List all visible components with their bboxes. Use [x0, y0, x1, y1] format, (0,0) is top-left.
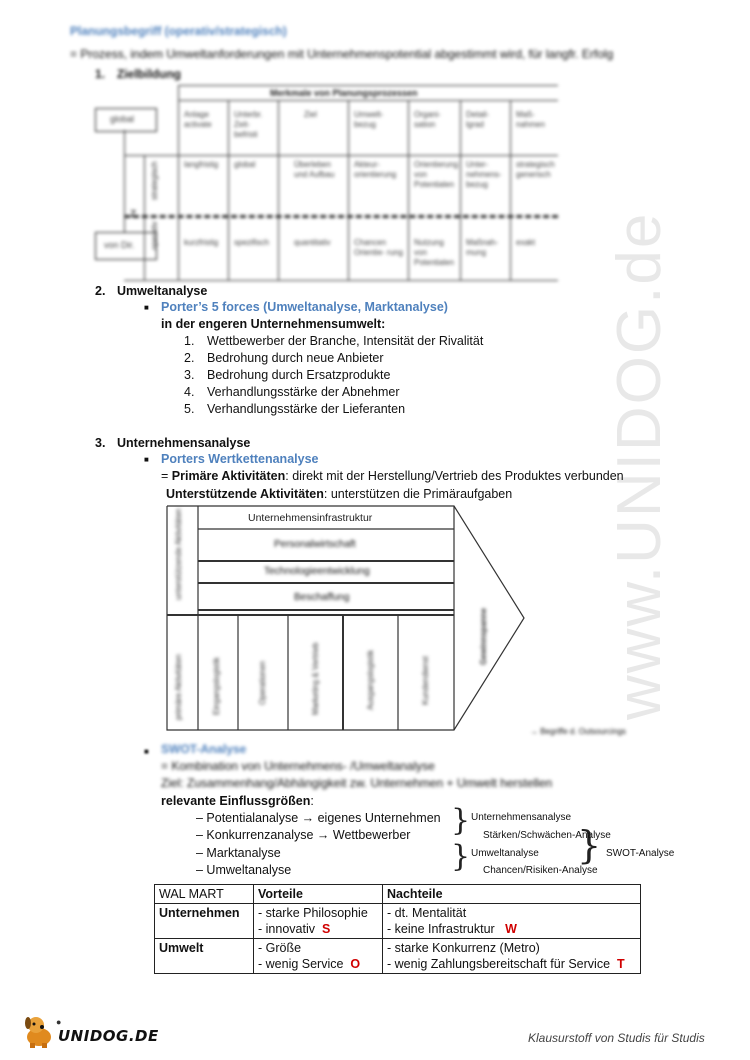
watermark-text: www.UNIDOG.de: [605, 211, 674, 720]
cell-line: - dt. Mentalität: [387, 906, 467, 920]
diagram-row1-cell: Unter- nehmens- bezug: [466, 160, 502, 189]
diagram-row2-cell: spezifisch: [234, 238, 270, 247]
diagram-von-unten: von Dir.: [104, 240, 135, 250]
diagram-row1-cell: Akteur- orientierung: [354, 160, 397, 179]
diagram-row2-cell: Chancen Orientie- rung: [354, 238, 403, 257]
brace-icon: }: [451, 839, 471, 874]
diagram-col: Maß- nahmen: [516, 110, 545, 129]
influence-item: – Konkurrenzanalyse → Wettbewerber: [196, 828, 411, 842]
label-staerken-schwaechen: Stärken/Schwächen-Analyse: [483, 830, 611, 841]
diagram-col: Ziel: [304, 110, 317, 119]
influences-colon: :: [310, 794, 314, 808]
walmart-table: [154, 884, 641, 974]
diagram-side-strategisch: strategisch: [150, 161, 159, 200]
cell-line: - starke Philosophie: [258, 906, 368, 920]
procurement-label: Beschaffung: [294, 592, 350, 603]
diagram-row1-cell: global: [234, 160, 256, 169]
swot-line2: Ziel: Zusammenhang/Abhängigkeit zw. Unternehmen + Umwelt herstellen: [161, 776, 553, 790]
table-cell: [383, 939, 641, 974]
swot-mark-o: O: [350, 957, 361, 971]
table-cell: [254, 904, 383, 939]
footer-slogan: Klausurstoff von Studis für Studis: [528, 1031, 705, 1045]
cell-line: - Größe: [258, 941, 302, 955]
section3-title: Unternehmensanalyse: [117, 436, 251, 450]
blurred-section1-title: Zielbildung: [117, 67, 181, 81]
brace-icon: }: [451, 803, 471, 838]
blurred-heading: Planungsbegriff (operativ/strategisch): [70, 24, 287, 38]
row-label: Umwelt: [155, 939, 254, 974]
diagram-side-operativ: operativ: [150, 221, 159, 250]
table-cell: [383, 904, 641, 939]
section2-number: 2.: [95, 284, 106, 298]
diagram-col: Umwelt- bezug: [354, 110, 384, 129]
cell-line: - innovativ: [258, 922, 315, 936]
table-cell: [254, 939, 383, 974]
support-activities-label: Unterstützende Aktivitäten: [166, 487, 324, 501]
diagram-row1-cell: Überleben und Aufbau: [294, 160, 335, 179]
planning-diagram: [90, 80, 560, 285]
hr-label: Personalwirtschaft: [274, 539, 356, 550]
outsourcing-note: → Begriffe d. Outsourcings: [530, 727, 626, 736]
diagram-row1-cell: strategisch generisch: [516, 160, 555, 179]
primary-side-label: primäre Aktivitäten: [174, 654, 183, 720]
force-item: Bedrohung durch Ersatzprodukte: [207, 368, 391, 382]
brace-icon: }: [577, 823, 602, 867]
cell-line: - starke Konkurrenz (Metro): [387, 941, 540, 955]
diagram-row2-cell: Maßnah- mung: [466, 238, 499, 257]
diagram-header: Merkmale von Planungsprozessen: [270, 88, 418, 98]
cell-line: - wenig Service: [258, 957, 344, 971]
unidog-logo[interactable]: [22, 1013, 162, 1049]
value-chain-heading: Porters Wertkettenanalyse: [161, 452, 319, 466]
environment-intro: in der engeren Unternehmensumwelt:: [161, 317, 386, 331]
primary-activities-label: Primäre Aktivitäten: [171, 469, 286, 483]
primary-activity-label: Operationen: [258, 660, 267, 705]
force-number: 2.: [184, 351, 195, 365]
table-row: [155, 939, 641, 974]
force-item: Verhandlungsstärke der Lieferanten: [207, 402, 406, 416]
technology-label: Technologieentwicklung: [264, 566, 370, 577]
diagram-col: Detail- lgrad: [466, 110, 490, 129]
paw-icon: ●: [56, 1017, 62, 1027]
primary-activity-label: Eingangslogistik: [212, 657, 221, 715]
diagram-row1-cell: langfristig: [184, 160, 219, 169]
support-side-label: unterstützende Aktivitäten: [174, 508, 183, 600]
force-number: 1.: [184, 334, 195, 348]
diagram-col: Organi- sation: [414, 110, 441, 129]
support-activities-text: : unterstützen die Primäraufgaben: [323, 487, 513, 501]
influence-item: – Potentialanalyse → eigenes Unternehmen: [196, 811, 441, 825]
porter-five-forces-heading: Porter’s 5 forces (Umweltanalyse, Marktanalyse): [161, 300, 448, 314]
label-swot: SWOT-Analyse: [606, 848, 675, 859]
label-unternehmensanalyse: Unternehmensanalyse: [471, 812, 572, 823]
bullet-square-icon: ■: [144, 747, 149, 756]
blurred-process-line: = Prozess, indem Umweltanforderungen mit Unternehmenspotential abgestimmt wird, für langfr. Erfolg: [70, 47, 614, 61]
diagram-col: Unterbr. Zeit- befristi: [234, 110, 263, 139]
force-number: 3.: [184, 368, 195, 382]
margin-label: Gewinnspanne: [479, 608, 488, 665]
swot-title: SWOT-Analyse: [161, 742, 247, 756]
influences-title: relevante Einflussgrößen: [161, 794, 311, 808]
label-chancen-risiken: Chancen/Risiken-Analyse: [483, 865, 598, 876]
value-chain-diagram: [166, 505, 526, 740]
primary-activity-label: Marketing & Vertrieb: [311, 642, 320, 715]
bullet-square-icon: ■: [144, 303, 149, 312]
blurred-section1-num: 1.: [95, 67, 106, 81]
influence-item: – Umweltanalyse: [196, 863, 292, 877]
bullet-square-icon: ■: [144, 455, 149, 464]
primary-activities-text: : direkt mit der Herstellung/Vertrieb des Produktes verbunden: [285, 469, 624, 483]
diagram-row2-cell: quantitativ: [294, 238, 331, 247]
force-number: 5.: [184, 402, 195, 416]
diagram-row2-cell: exakt: [516, 238, 536, 247]
table-header-disadvantages: Nachteile: [383, 885, 641, 904]
infrastructure-label: Unternehmensinfrastruktur: [248, 512, 373, 524]
dog-icon: [22, 1013, 56, 1049]
diagram-global: global: [110, 114, 135, 124]
swot-line1: = Kombination von Unternehmens- /Umweltanalyse: [161, 759, 435, 773]
section2-title: Umweltanalyse: [117, 284, 208, 298]
diagram-row2-cell: kurzfristig: [184, 238, 219, 247]
table-header-advantages: Vorteile: [254, 885, 383, 904]
diagram-side-z: Z: [130, 209, 137, 220]
swot-mark-w: W: [505, 922, 517, 936]
cell-line: - keine Infrastruktur: [387, 922, 495, 936]
force-item: Bedrohung durch neue Anbieter: [207, 351, 384, 365]
row-label: Unternehmen: [155, 904, 254, 939]
primary-activity-label: Kundendienst: [421, 656, 430, 705]
force-item: Verhandlungsstärke der Abnehmer: [207, 385, 400, 399]
diagram-col: Anlage activate: [184, 110, 212, 129]
swot-mark-s: S: [321, 922, 331, 936]
diagram-row2-cell: Nutzung von Potentialen: [414, 238, 455, 267]
section3-number: 3.: [95, 436, 106, 450]
force-item: Wettbewerber der Branche, Intensität der Rivalität: [207, 334, 484, 348]
force-number: 4.: [184, 385, 195, 399]
table-row: [155, 904, 641, 939]
label-umweltanalyse: Umweltanalyse: [471, 848, 539, 859]
primary-activity-label: Ausgangslogistik: [366, 649, 375, 710]
table-header-company: WAL MART: [155, 885, 254, 904]
diagram-row1-cell: Orientierung von Potentialen: [414, 160, 459, 189]
primary-prefix: =: [161, 469, 172, 483]
cell-line: - wenig Zahlungsbereitschaft für Service: [387, 957, 611, 971]
influence-item: – Marktanalyse: [196, 846, 281, 860]
logo-text: UNIDOG.DE: [58, 1027, 159, 1045]
swot-mark-t: T: [616, 957, 625, 971]
